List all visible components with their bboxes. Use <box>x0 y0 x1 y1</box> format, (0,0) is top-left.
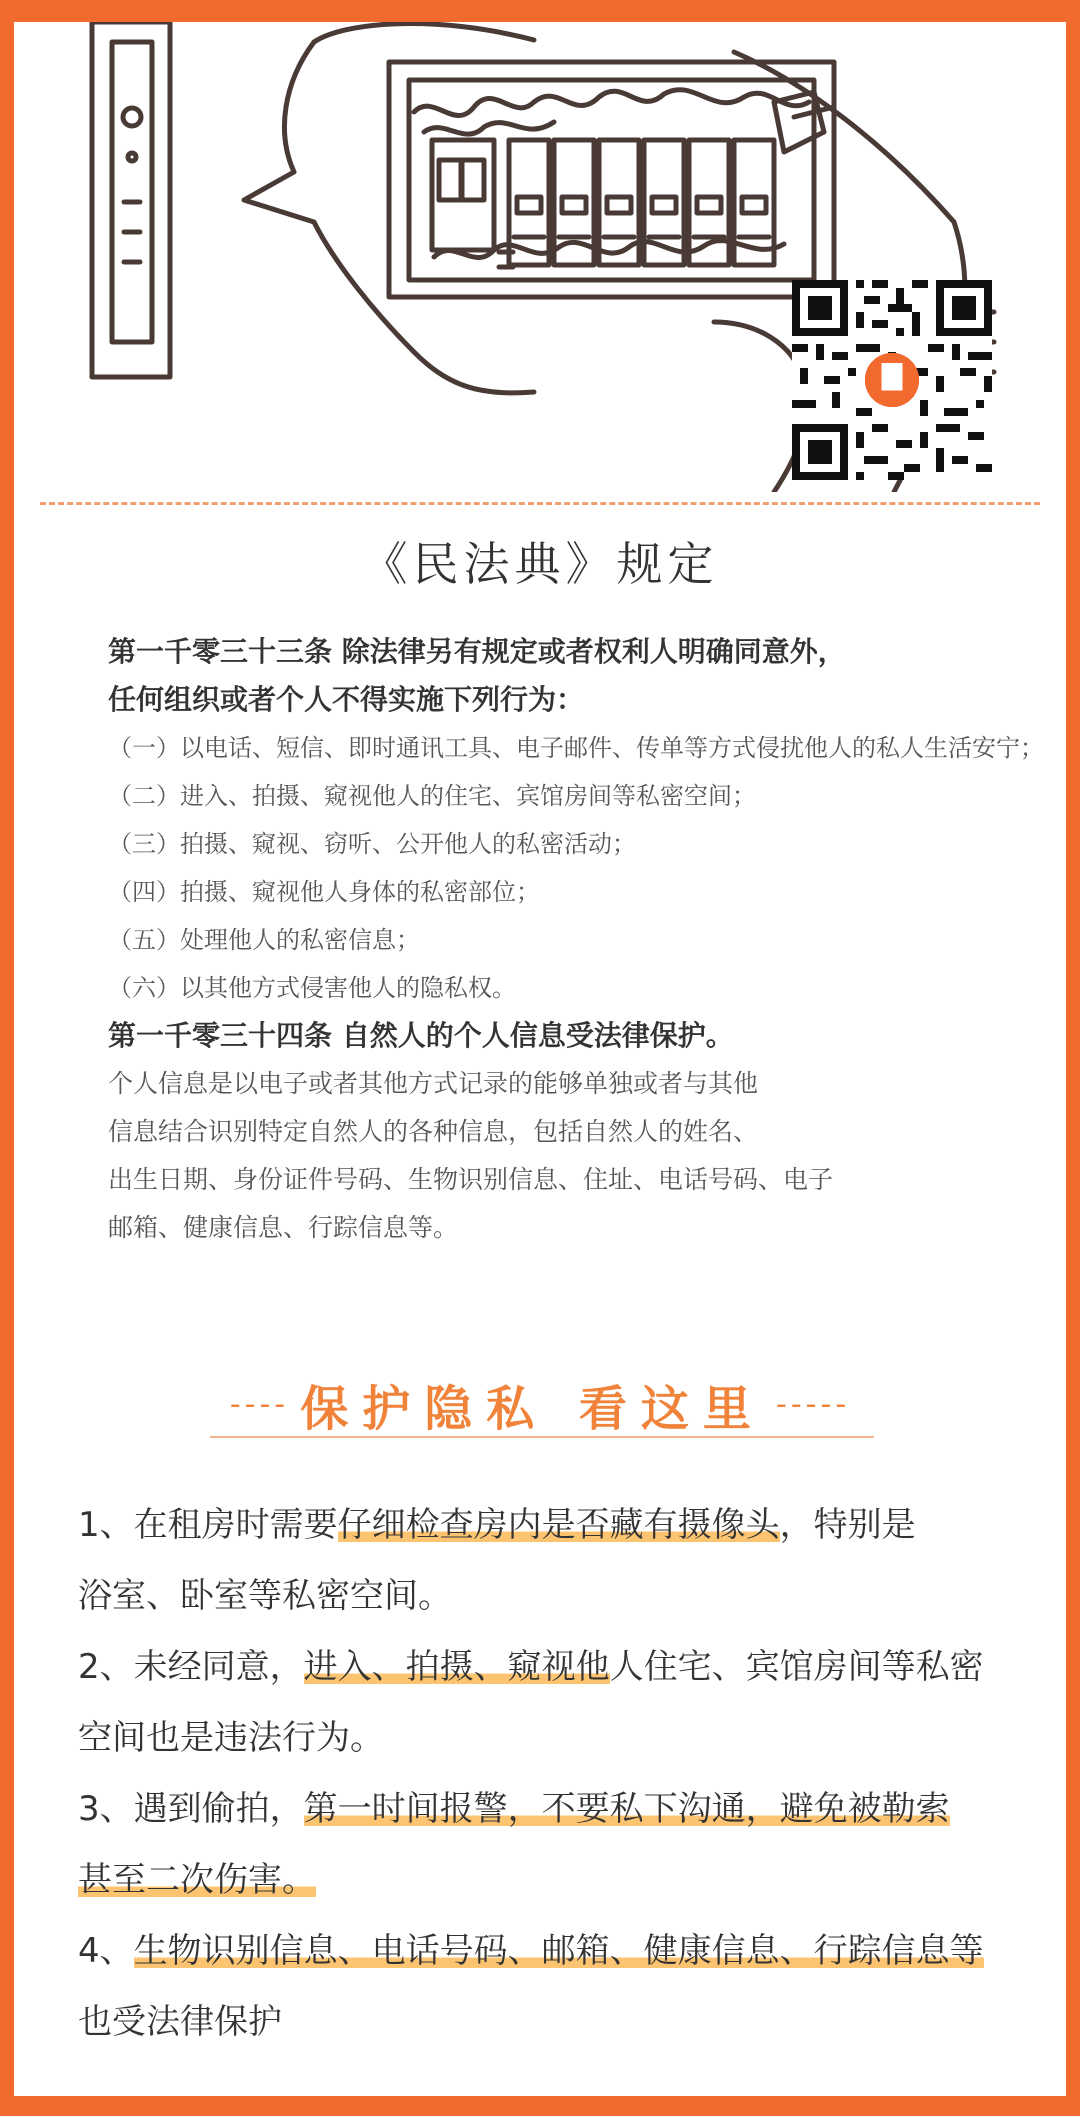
tip-2-line2: 空间也是违法行为。 <box>78 1718 384 1758</box>
article-1034-desc-1: 个人信息是以电子或者其他方式记录的能够单独或者与其他 <box>108 1069 759 1098</box>
tip-4-highlight: 生物识别信息、电话号码、邮箱、健康信息、行踪信息等 <box>133 1931 984 1971</box>
article-1034-desc-4: 邮箱、健康信息、行踪信息等。 <box>108 1213 459 1242</box>
privacy-tips-list <box>78 1490 1038 2058</box>
tip-4-text: 4、 <box>78 1931 134 1971</box>
article-1033-line1: 第一千零三十三条 除法律另有规定或者权利人明确同意外， <box>108 635 846 668</box>
tip-3-line1 <box>78 1774 1038 1845</box>
tip-3-highlight-cont: 甚至二次伤害。 <box>78 1860 316 1900</box>
dashed-divider <box>40 502 1040 505</box>
tip-1-text: 1、在租房时需要 <box>78 1505 338 1545</box>
heading-right-dashes: ----- <box>776 1387 851 1422</box>
privacy-section-title: 保护隐私 看这里 <box>300 1381 765 1437</box>
civil-code-title: 《民法典》规定 <box>361 537 719 591</box>
tip-1-line2: 浴室、卧室等私密空间。 <box>78 1576 452 1616</box>
content-card <box>14 22 1066 2102</box>
tip-2-line1 <box>78 1632 1038 1703</box>
privacy-section-heading <box>14 1370 1066 1439</box>
tip-2-text-end: 人住宅、宾馆房间等私密 <box>609 1647 984 1687</box>
heading-left-dashes: ---- <box>229 1387 290 1422</box>
tip-3-highlight: 第一时间报警，不要私下沟通，避免被勒索 <box>303 1789 950 1829</box>
bottom-orange-band <box>0 2096 1080 2116</box>
article-item-1: （一）以电话、短信、即时通讯工具、电子邮件、传单等方式侵扰他人的私人生活安宁； <box>108 734 1044 762</box>
article-item-5: （五）处理他人的私密信息； <box>108 926 420 954</box>
article-item-4: （四）拍摄、窥视他人身体的私密部位； <box>108 878 540 906</box>
tip-1-text-end: ，特别是 <box>779 1505 916 1545</box>
tip-2-text: 2、未经同意， <box>78 1647 304 1687</box>
article-item-6: （六）以其他方式侵害他人的隐私权。 <box>108 974 516 1002</box>
article-item-3: （三）拍摄、窥视、窃听、公开他人的私密活动； <box>108 830 636 858</box>
article-1034: 第一千零三十四条 自然人的个人信息受法律保护。 <box>108 1019 734 1052</box>
article-1034-desc-2: 信息结合识别特定自然人的各种信息，包括自然人的姓名、 <box>108 1117 759 1146</box>
tip-3-text: 3、遇到偷拍， <box>78 1789 304 1829</box>
tip-4-line1 <box>78 1916 1038 1987</box>
qr-code-icon[interactable] <box>792 280 992 480</box>
civil-code-articles <box>108 628 1058 1252</box>
article-1033-line2: 任何组织或者个人不得实施下列行为： <box>108 683 585 716</box>
article-1034-desc-3: 出生日期、身份证件号码、生物识别信息、住址、电话号码、电子 <box>108 1165 834 1194</box>
tip-4-line2: 也受法律保护 <box>78 2002 282 2042</box>
tip-1-line1 <box>78 1490 1038 1561</box>
heading-underline <box>210 1436 874 1438</box>
tip-3-line2 <box>78 1845 1038 1916</box>
article-item-2: （二）进入、拍摄、窥视他人的住宅、宾馆房间等私密空间； <box>108 782 756 810</box>
tip-2-highlight: 进入、拍摄、窥视他 <box>303 1647 610 1687</box>
tip-1-highlight: 仔细检查房内是否藏有摄像头 <box>337 1505 780 1545</box>
